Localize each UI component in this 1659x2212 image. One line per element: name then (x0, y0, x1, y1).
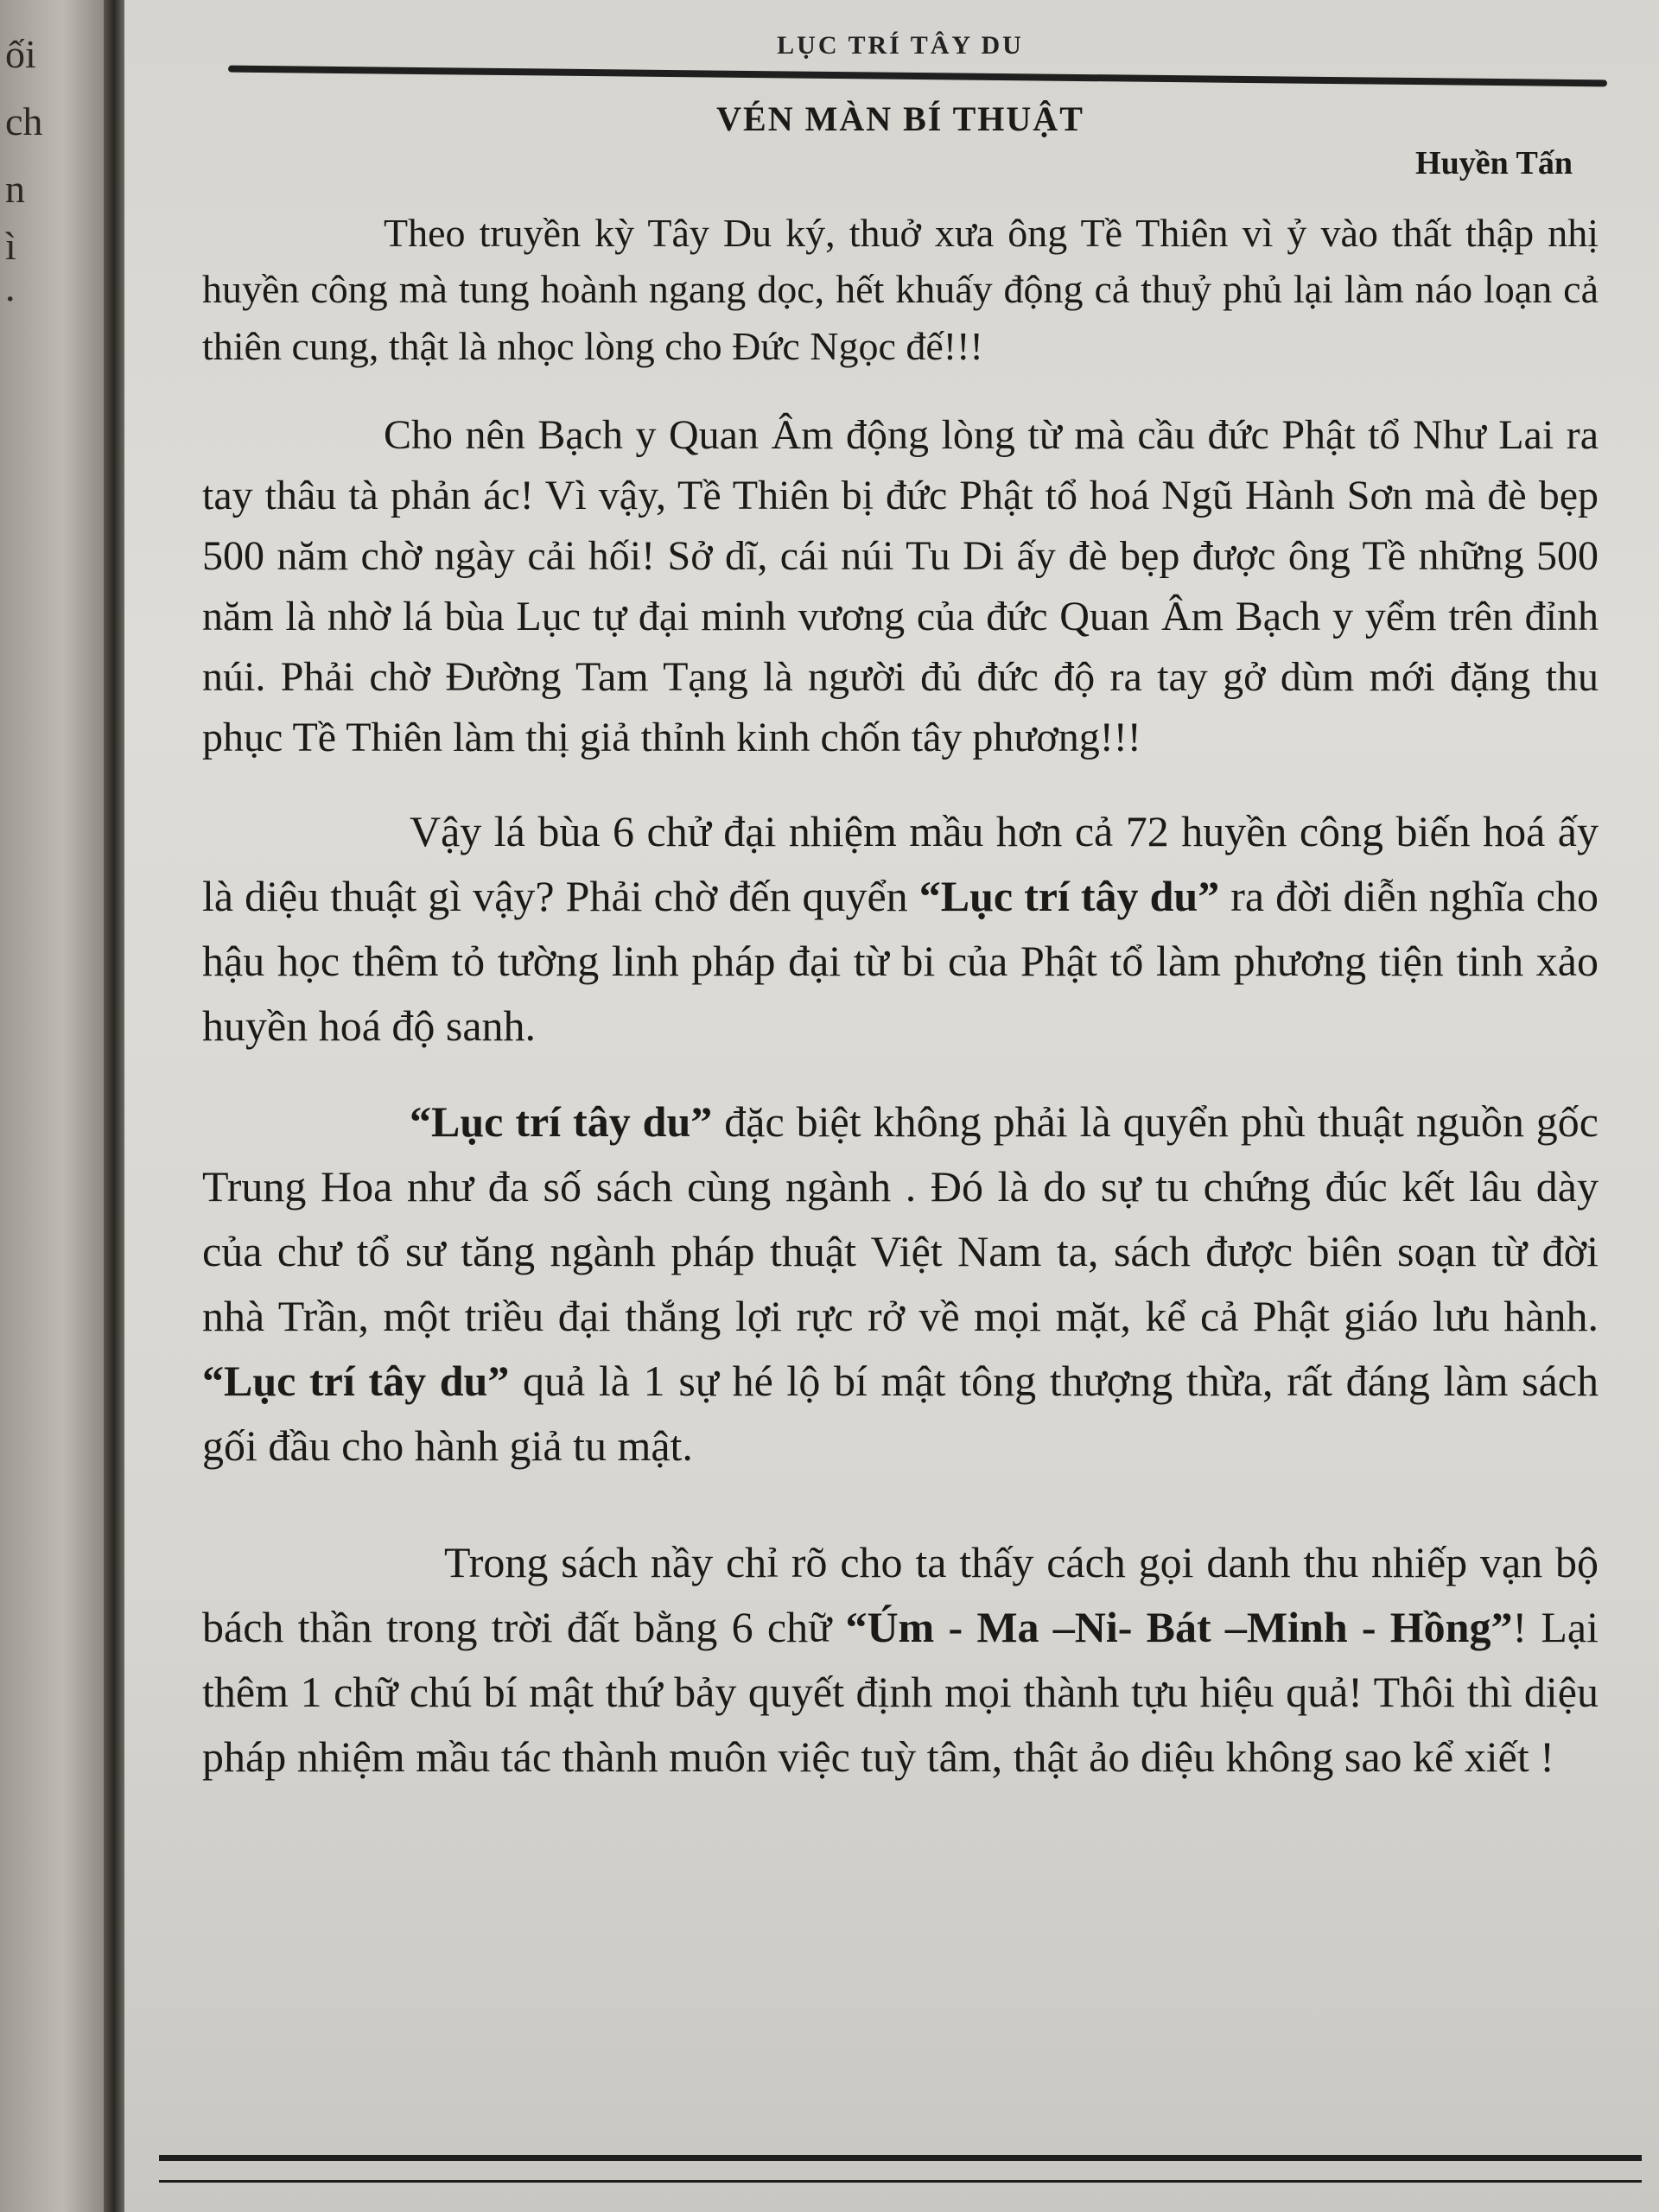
paragraph (202, 205, 1599, 374)
text-run: quả là 1 sự hé lộ bí mật tông thượng thừa, rất đáng làm sách gối đầu cho hành giả tu mật. (202, 1357, 1599, 1471)
bold-book-title: “Úm - Ma –Ni- Bát –Minh - Hồng” (845, 1603, 1513, 1652)
left-page-fragment: ối (5, 32, 36, 76)
adjacent-left-page (0, 0, 104, 2212)
bold-book-title: “Lục trí tây du” (918, 872, 1220, 921)
text-run: Vậy lá bùa 6 chử đại nhiệm mầu hơn cả 72 huyền công biến hoá ấy là diệu thuật gì vậy? Phải chờ đến quyển (202, 807, 1599, 921)
left-page-fragment: ch (5, 99, 43, 143)
footer-rule (159, 2155, 1642, 2183)
book-page (124, 0, 1659, 2212)
running-header: LỤC TRÍ TÂY DU (777, 31, 1024, 60)
left-page-fragment: ì (5, 224, 16, 268)
book-gutter (104, 0, 124, 2212)
text-run: ! Lại thêm 1 chữ chú bí mật thứ bảy quyết định mọi thành tựu hiệu quả! Thôi thì diệu pháp nhiệm mầu tác thành muôn việc tuỳ tâm, thật ảo diệu không sao kể xiết ! (202, 1603, 1599, 1782)
header-rule (228, 66, 1607, 87)
text-run: ra đời diễn nghĩa cho hậu học thêm tỏ tường linh pháp đại từ bi của Phật tổ làm phương tiện tinh xảo huyền hoá độ sanh. (202, 872, 1599, 1051)
text-run: Cho nên Bạch y Quan Âm động lòng từ mà cầu đức Phật tổ Như Lai ra tay thâu tà phản ác! Vì vậy, Tề Thiên bị đức Phật tổ hoá Ngũ Hành Sơn mà đè bẹp 500 năm chờ ngày cải hối! Sở dĩ, cái núi Tu Di ấy đè bẹp được ông Tề những 500 năm là nhờ lá bùa Lục tự đại minh vương của đức Quan Âm Bạch y yểm trên đỉnh núi. Phải chờ Đường Tam Tạng là người đủ đức độ ra tay gở dùm mới đặng thu phục Tề Thiên làm thị giả thỉnh kinh chốn tây phương!!! (202, 411, 1599, 761)
article-title: VÉN MÀN BÍ THUẬT (716, 99, 1084, 138)
paragraph (202, 799, 1599, 1058)
bold-book-title: “Lục trí tây du” (410, 1097, 713, 1147)
bold-book-title: “Lục trí tây du” (202, 1357, 510, 1406)
text-run: Theo truyền kỳ Tây Du ký, thuở xưa ông Tề Thiên vì ỷ vào thất thập nhị huyền công mà tung hoành ngang dọc, hết khuấy động cả thuỷ phủ lại làm náo loạn cả thiên cung, thật là nhọc lòng cho Đức Ngọc đế!!! (202, 211, 1599, 368)
text-run: đặc biệt không phải là quyển phù thuật nguồn gốc Trung Hoa như đa số sách cùng ngành . Đó là do sự tu chứng đúc kết lâu dày của chư tổ sư tăng ngành pháp thuật Việt Nam ta, sách được biên soạn từ đời nhà Trần, một triều đại thắng lợi rực rở về mọi mặt, kể cả Phật giáo lưu hành. (202, 1097, 1599, 1341)
paragraph (202, 1530, 1599, 1789)
paragraph (202, 1090, 1599, 1478)
left-page-fragment: . (5, 265, 16, 309)
left-page-fragment: n (5, 167, 25, 211)
article-body (202, 205, 1599, 1789)
text-run: Trong sách nầy chỉ rõ cho ta thấy cách gọi danh thu nhiếp vạn bộ bách thần trong trời đất bằng 6 chữ (202, 1538, 1599, 1652)
paragraph (202, 405, 1599, 768)
author-name: Huyền Tấn (1415, 145, 1573, 181)
